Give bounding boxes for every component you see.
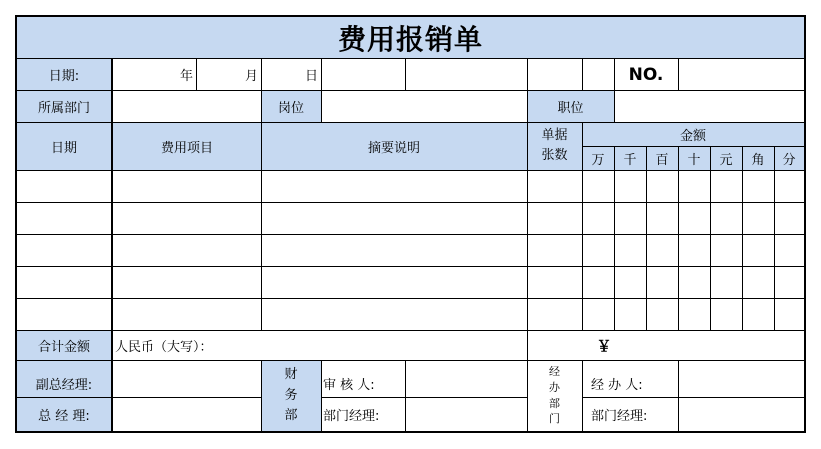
table-row[interactable]	[17, 299, 804, 330]
grid-line	[742, 147, 743, 331]
grid-line	[17, 298, 804, 299]
col-item-header: 费用项目	[113, 123, 261, 170]
currency-symbol: ￥	[596, 337, 612, 355]
col-summary-header: 摘要说明	[261, 123, 527, 170]
unit-shi: 十	[678, 147, 710, 170]
gm-signature[interactable]	[113, 398, 261, 431]
grid-line	[582, 361, 583, 431]
grid-line	[527, 59, 528, 431]
grid-line	[678, 59, 679, 91]
unit-jiao: 角	[742, 147, 774, 170]
finance-dept-char-2: 务	[284, 387, 298, 403]
grid-line	[646, 147, 647, 331]
table-row[interactable]	[17, 203, 804, 234]
no-field[interactable]	[678, 59, 804, 90]
date-label: 日期:	[17, 59, 111, 90]
col-amount-header: 金额	[582, 123, 804, 146]
grid-line	[17, 234, 804, 235]
col-receipts-line-2: 张数	[541, 148, 568, 163]
table-row[interactable]	[17, 235, 804, 266]
grid-line	[17, 170, 804, 171]
grid-line	[678, 361, 679, 431]
department-field[interactable]	[113, 91, 261, 122]
grid-line	[582, 59, 583, 91]
grid-line	[17, 330, 804, 331]
position-label: 职位	[527, 91, 614, 122]
grid-line	[614, 147, 615, 331]
handling-dept-char-2: 办	[549, 380, 560, 394]
grid-line	[582, 123, 583, 331]
grid-line	[17, 266, 804, 267]
total-label: 合计金额	[17, 331, 111, 360]
deputy-gm-signature[interactable]	[113, 361, 261, 397]
handling-dept-manager-label: 部门经理:	[591, 409, 648, 424]
total-rmb-words[interactable]: 人民币（大写）：	[115, 340, 213, 355]
handling-dept-char-3: 部	[549, 396, 560, 410]
grid-line	[111, 59, 113, 431]
grid-line	[710, 147, 711, 331]
no-label: NO.	[628, 64, 664, 85]
gm-label: 总 经 理:	[17, 398, 111, 431]
table-row[interactable]	[17, 171, 804, 202]
handling-dept-label	[527, 361, 582, 431]
handling-dept-char-1: 经	[549, 365, 560, 379]
grid-line	[582, 397, 804, 398]
day-field[interactable]: 日	[304, 69, 318, 84]
grid-line	[405, 361, 406, 431]
reviewer-signature[interactable]	[405, 361, 527, 397]
post-field[interactable]	[321, 91, 527, 122]
grid-line	[774, 147, 775, 331]
grid-line	[678, 147, 679, 331]
grid-line	[582, 146, 804, 147]
grid-line	[321, 397, 527, 398]
grid-line	[614, 59, 615, 123]
year-field[interactable]: 年	[179, 69, 193, 84]
month-field[interactable]: 月	[244, 69, 258, 84]
grid-line	[17, 122, 804, 123]
post-label: 岗位	[261, 91, 321, 122]
grid-line	[321, 59, 322, 123]
finance-dept-label	[261, 361, 321, 431]
grid-line	[17, 360, 804, 361]
handling-dept-manager-signature[interactable]	[678, 398, 804, 431]
reviewer-label: 审 核 人:	[323, 377, 375, 393]
unit-yuan: 元	[710, 147, 742, 170]
finance-dept-manager-signature[interactable]	[405, 398, 527, 431]
grid-line	[405, 59, 406, 91]
grid-line	[261, 361, 262, 431]
unit-wan: 万	[582, 147, 614, 170]
grid-line	[17, 397, 261, 398]
unit-qian: 千	[614, 147, 646, 170]
handler-label: 经 办 人:	[591, 377, 643, 393]
position-field[interactable]	[614, 91, 804, 122]
finance-dept-manager-label: 部门经理:	[323, 409, 380, 424]
table-row[interactable]	[17, 267, 804, 298]
col-receipts-header	[527, 123, 582, 170]
col-receipts-line-1: 单据	[541, 128, 568, 144]
grid-line	[17, 90, 804, 91]
grid-line	[196, 59, 197, 91]
deputy-gm-label: 副总经理:	[17, 361, 111, 397]
finance-dept-char-3: 部	[284, 408, 298, 424]
expense-form	[15, 15, 806, 433]
grid-line	[321, 361, 322, 431]
unit-fen: 分	[774, 147, 804, 170]
unit-bai: 百	[646, 147, 678, 170]
grid-line	[17, 202, 804, 203]
department-label: 所属部门	[17, 91, 111, 122]
handling-dept-char-4: 门	[549, 412, 560, 426]
finance-dept-char-1: 财	[284, 366, 298, 382]
col-date-header: 日期	[17, 123, 111, 170]
handler-signature[interactable]	[678, 361, 804, 397]
grid-line	[17, 58, 804, 59]
grid-line	[261, 91, 262, 331]
form-title: 费用报销单	[17, 17, 804, 58]
grid-line	[261, 59, 262, 91]
